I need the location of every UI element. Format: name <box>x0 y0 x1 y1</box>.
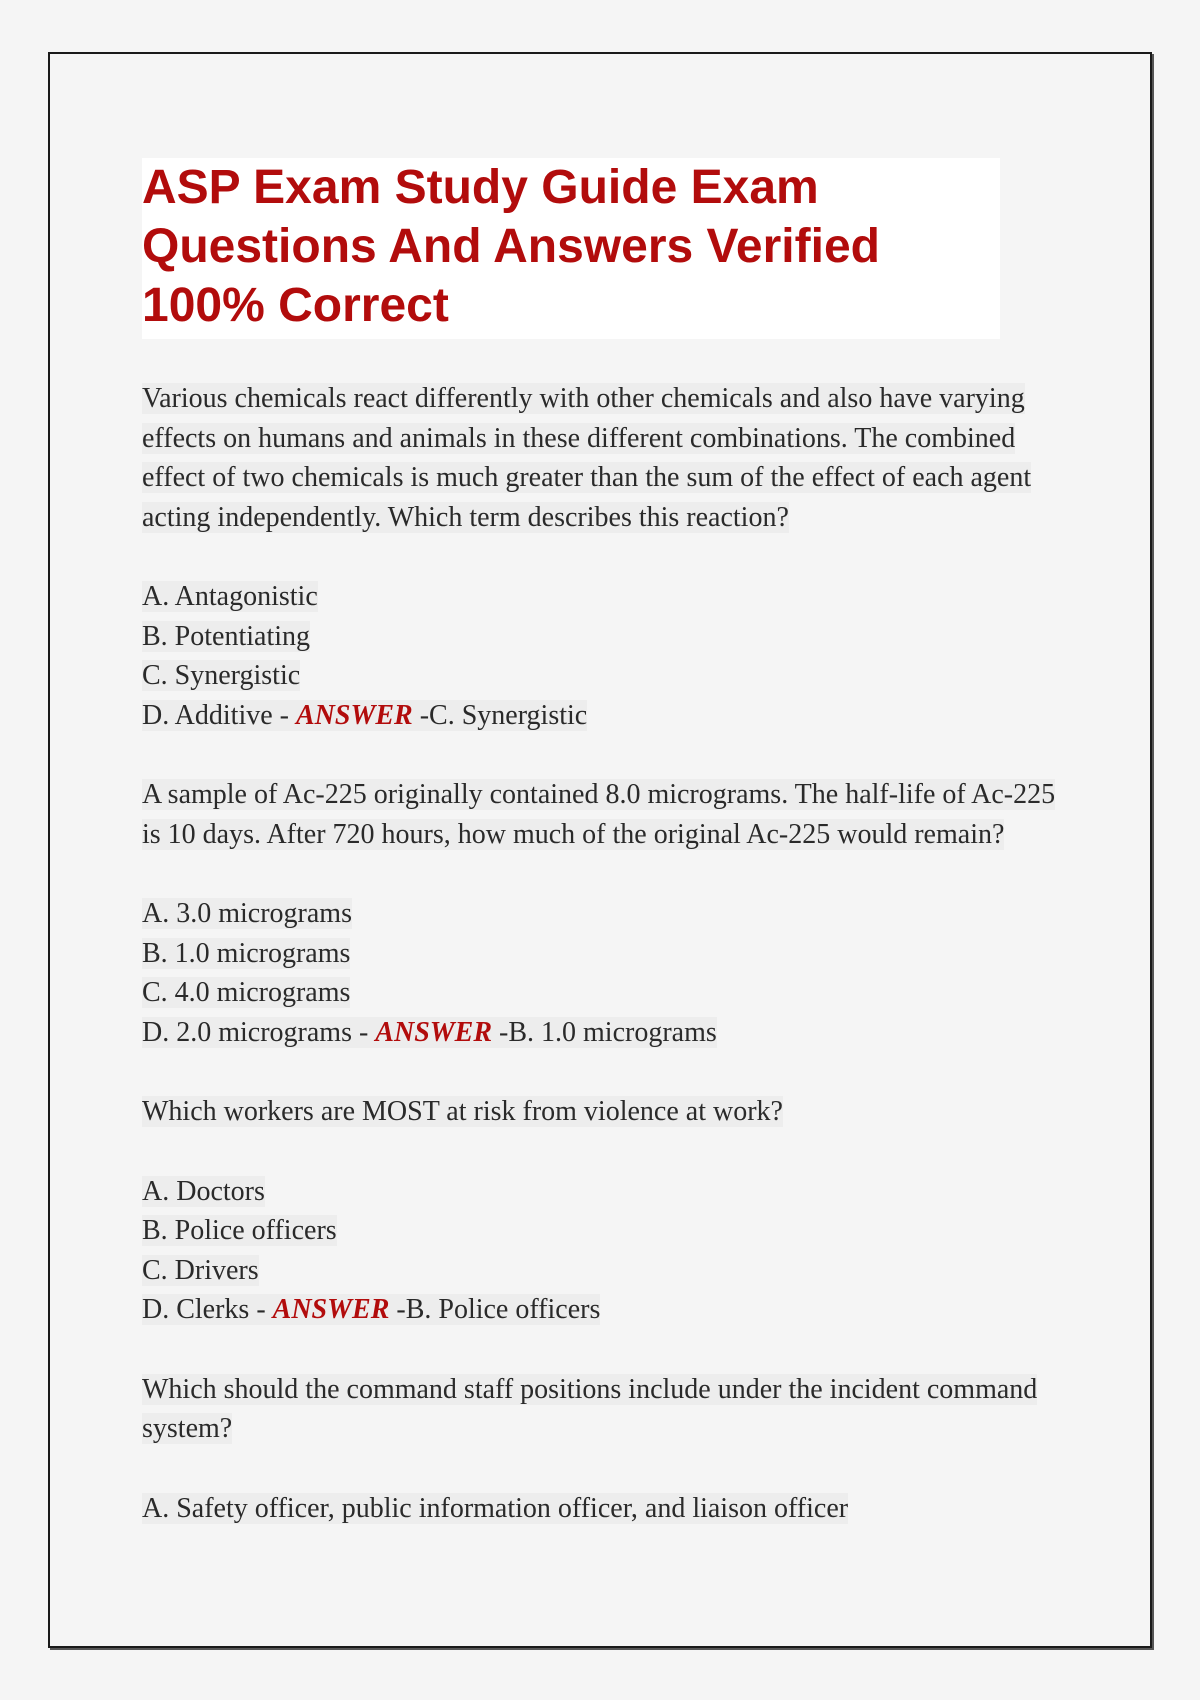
document-content <box>142 158 1062 1528</box>
option-text: A. Doctors <box>142 1175 265 1207</box>
options-list <box>142 894 1062 1052</box>
question-text-content: Various chemicals react differently with other chemicals and also have varying effects on humans and animals in these different combinations. The combined effect of two chemicals is much greater than the sum of the effect of each agent acting independently. Which term describes this reaction? <box>142 383 1032 533</box>
option-item <box>142 1251 1062 1291</box>
question-text-content: Which should the command staff positions include under the incident command system? <box>142 1373 1038 1444</box>
option-item <box>142 973 1062 1013</box>
question-block <box>142 1092 1062 1330</box>
answer-text: -B. Police officers <box>389 1294 601 1325</box>
question-block <box>142 1370 1062 1529</box>
option-item <box>142 577 1062 617</box>
option-text: B. Potentiating <box>142 620 310 652</box>
option-text: A. Safety officer, public information officer, and liaison officer <box>142 1492 849 1524</box>
option-item-with-answer <box>142 696 1062 736</box>
answer-label: ANSWER <box>375 1016 493 1048</box>
question-text <box>142 379 1062 537</box>
answer-label: ANSWER <box>272 1294 390 1325</box>
option-text: C. 4.0 micrograms <box>142 977 351 1008</box>
question-block <box>142 775 1062 1052</box>
options-list <box>142 1172 1062 1330</box>
question-text <box>142 1370 1062 1449</box>
options-list <box>142 1489 1062 1529</box>
option-item <box>142 617 1062 657</box>
option-text: C. Synergistic <box>142 660 301 691</box>
option-text: B. Police officers <box>142 1215 337 1246</box>
document-page <box>48 52 1152 1648</box>
option-item <box>142 934 1062 974</box>
option-item <box>142 656 1062 696</box>
option-text: D. Additive - <box>142 699 296 731</box>
option-item <box>142 894 1062 934</box>
question-text <box>142 1092 1062 1132</box>
question-text-content: A sample of Ac-225 originally contained 8.0 micrograms. The half-life of Ac-225 is 10 days. After 720 hours, how much of the original Ac-225 would remain? <box>142 779 1056 850</box>
option-text: D. Clerks - <box>142 1294 273 1325</box>
answer-label: ANSWER <box>296 699 413 731</box>
option-text: C. Drivers <box>142 1254 259 1286</box>
option-text: B. 1.0 micrograms <box>142 937 351 969</box>
option-item <box>142 1489 1062 1529</box>
option-item-with-answer <box>142 1013 1062 1053</box>
question-block <box>142 379 1062 735</box>
options-list <box>142 577 1062 735</box>
option-text: D. 2.0 micrograms - <box>142 1016 376 1048</box>
option-item <box>142 1211 1062 1251</box>
option-text: A. 3.0 micrograms <box>142 898 352 929</box>
option-item <box>142 1172 1062 1212</box>
answer-text: -C. Synergistic <box>412 699 588 731</box>
question-text-content: Which workers are MOST at risk from violence at work? <box>142 1096 783 1127</box>
option-item-with-answer <box>142 1290 1062 1330</box>
question-text <box>142 775 1062 854</box>
option-text: A. Antagonistic <box>142 581 318 612</box>
document-title: ASP Exam Study Guide Exam Questions And Answers Verified 100% Correct <box>142 158 1000 339</box>
answer-text: -B. 1.0 micrograms <box>492 1016 717 1048</box>
